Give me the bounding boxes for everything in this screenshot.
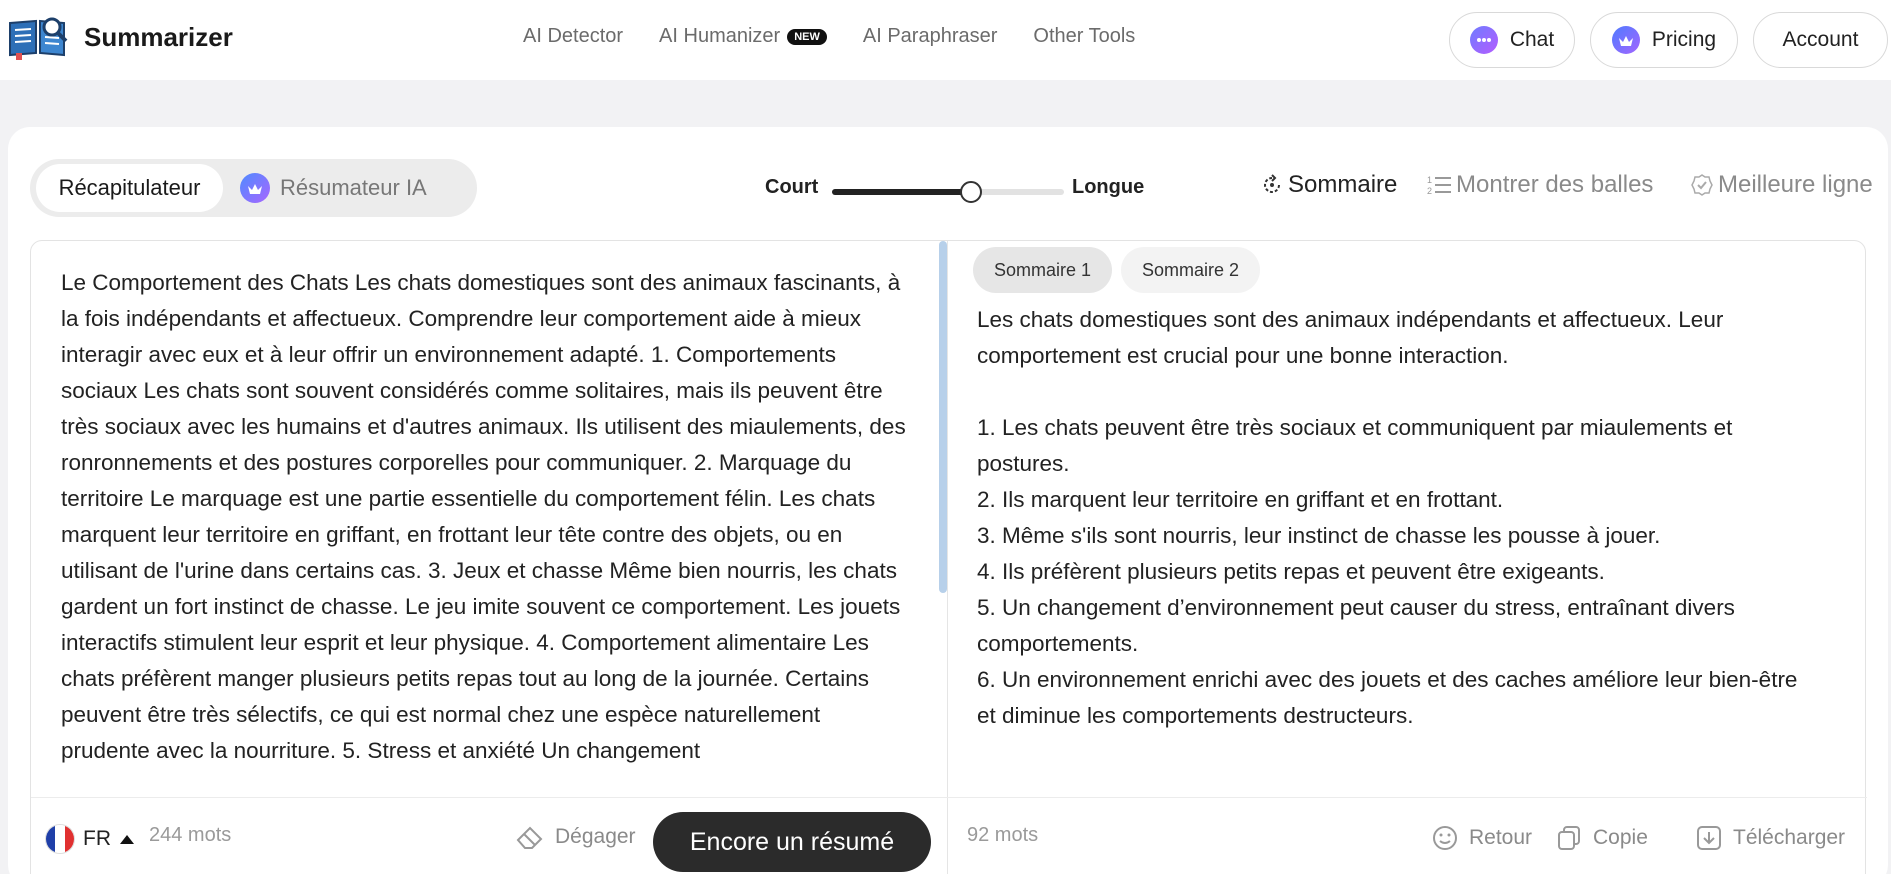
panel-divider xyxy=(947,241,948,874)
download-icon xyxy=(1695,824,1723,852)
option-summary-label: Sommaire xyxy=(1288,171,1398,198)
copy-icon xyxy=(1555,824,1583,852)
length-long-label: Longue xyxy=(1072,176,1145,198)
tab-summary-1[interactable]: Sommaire 1 xyxy=(973,247,1112,293)
france-flag-icon xyxy=(45,824,75,854)
feedback-label: Retour xyxy=(1469,826,1533,849)
input-word-count: 244 mots xyxy=(149,824,232,846)
language-code: FR xyxy=(83,827,111,850)
copy-button[interactable] xyxy=(1555,824,1648,852)
mode-resumateur-ia[interactable] xyxy=(240,164,427,212)
option-bullets[interactable] xyxy=(1426,171,1653,199)
input-textarea[interactable]: Le Comportement des Chats Les chats domestiques sont des animaux fascinants, à la fois indépendants et affectueux. Comprendre leur comportement aide à mieux interagir avec eux et à leur offrir un environnement adapté. 1. Comportements sociaux Les chats sont souvent considérés comme solitaires, mais ils peuvent être très sociaux avec les humains et d'autres animaux. Ils utilisent des miaulements, des ronronnements et des postures corporelles pour communiquer. 2. Marquage du territoire Le marquage est une partie essentielle du comportement félin. Les chats marquent leur territoire en griffant, en frottant leur tête contre des objets, ou en utilisant de l'urine dans certains cas. 3. Jeux et chasse Même bien nourris, les chats gardent un fort instinct de chasse. Le jeu imite souvent ce comportement. Les jouets interactifs stimulent leur esprit et leur physique. 4. Comportement alimentaire Les chats préfèrent manger plusieurs petits repas tout au long de la journée. Certains peuvent être très sélectifs, ce qui est normal chez une espèce naturellement prudente avec la nourriture. 5. Stress et anxiété Un changement xyxy=(61,270,906,763)
summarize-again-button[interactable]: Encore un résumé xyxy=(653,812,931,872)
option-summary[interactable] xyxy=(1260,171,1397,199)
length-slider-handle[interactable] xyxy=(960,181,982,203)
chat-bubble-icon xyxy=(1470,26,1498,54)
pricing-label: Pricing xyxy=(1651,28,1717,51)
download-button[interactable] xyxy=(1695,824,1845,852)
mode-switch xyxy=(30,159,477,217)
crown-icon xyxy=(1612,26,1640,54)
badge-check-icon xyxy=(1690,173,1714,197)
summary-output: Les chats domestiques sont des animaux indépendants et affectueux. Leur comportement est crucial pour une bonne interaction. 1. Les chats peuvent être très sociaux et communiquent par miaulements et postures. 2. Ils marquent leur territoire en griffant et en frottant. 3. Même s'ils sont nourris, leur instinct de chasse les pousse à jouer. 4. Ils préfèrent plusieurs petits repas et peuvent être exigeants. 5. Un changement d’environnement peut causer du stress, entraînant divers comportements. 6. Un environnement enrichi avec des jouets et des caches améliore leur bien-être et diminue les comportements destructeurs. xyxy=(977,307,1798,728)
length-slider[interactable] xyxy=(832,189,1064,195)
caret-up-icon xyxy=(120,835,134,844)
length-slider-fill xyxy=(832,189,971,195)
output-word-count: 92 mots xyxy=(967,824,1039,846)
mode-ai-label: Résumateur IA xyxy=(280,175,427,200)
brand-name: Summarizer xyxy=(84,21,233,52)
summary-tabs xyxy=(973,247,1260,293)
copy-label: Copie xyxy=(1593,826,1648,849)
svg-text:2: 2 xyxy=(1427,186,1433,196)
top-navigation-bar xyxy=(0,0,1891,80)
footer-divider xyxy=(31,797,1867,798)
option-best-line-label: Meilleure ligne xyxy=(1718,171,1873,198)
mode-recapitulateur[interactable]: Récapitulateur xyxy=(36,164,223,212)
chat-label: Chat xyxy=(1509,28,1555,51)
numbered-list-icon xyxy=(1426,173,1452,197)
option-best-line[interactable] xyxy=(1690,171,1873,199)
clear-button[interactable] xyxy=(515,824,636,850)
crown-icon xyxy=(240,173,270,203)
download-label: Télécharger xyxy=(1733,826,1846,849)
main-nav xyxy=(523,25,1135,48)
option-bullets-label: Montrer des balles xyxy=(1456,171,1654,198)
svg-text:1: 1 xyxy=(1427,175,1433,185)
length-short-label: Court xyxy=(765,176,819,198)
feedback-button[interactable] xyxy=(1431,824,1532,852)
new-badge: NEW xyxy=(787,29,827,45)
brand[interactable] xyxy=(6,13,233,61)
book-magnifier-logo-icon xyxy=(6,13,70,61)
chat-button[interactable] xyxy=(1449,12,1575,68)
clear-label: Dégager xyxy=(555,825,636,848)
smiley-face-icon xyxy=(1431,824,1459,852)
eraser-icon xyxy=(515,824,545,850)
nav-ai-humanizer-label: AI Humanizer xyxy=(659,25,781,47)
account-button[interactable]: Account xyxy=(1753,12,1888,68)
nav-ai-paraphraser[interactable]: AI Paraphraser xyxy=(862,25,998,47)
summarizer-card xyxy=(8,127,1888,874)
refresh-sparkle-icon xyxy=(1260,173,1284,197)
nav-ai-detector[interactable]: AI Detector xyxy=(523,25,624,47)
tab-summary-2[interactable]: Sommaire 2 xyxy=(1121,247,1260,293)
text-panels xyxy=(30,240,1866,874)
pricing-button[interactable] xyxy=(1590,12,1738,68)
nav-other-tools[interactable]: Other Tools xyxy=(1033,25,1136,47)
nav-ai-humanizer[interactable] xyxy=(659,25,827,48)
language-selector[interactable] xyxy=(45,824,134,854)
input-scrollbar[interactable] xyxy=(939,241,947,593)
